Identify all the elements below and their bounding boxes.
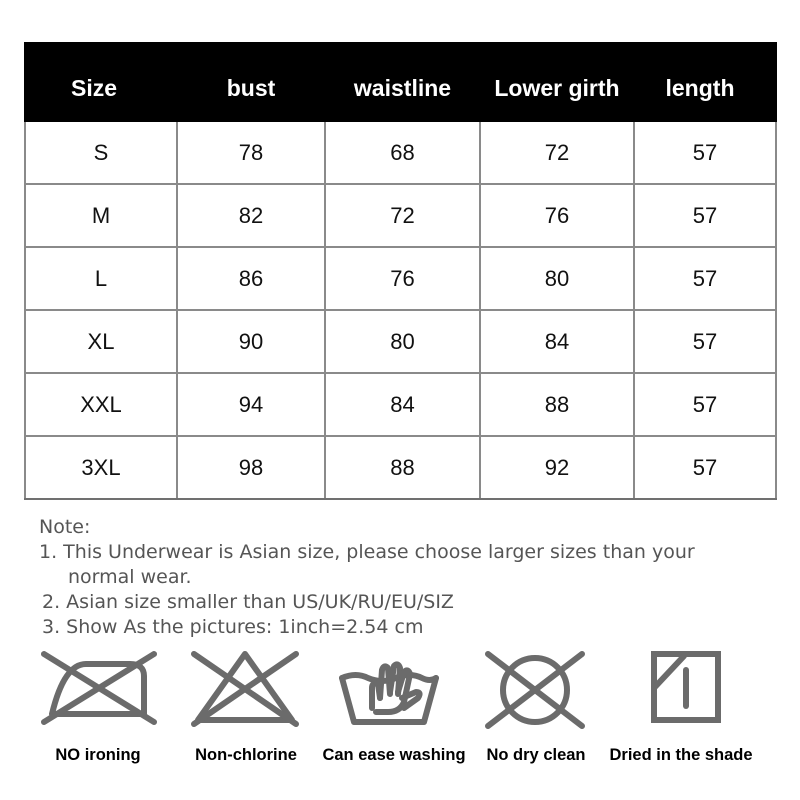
lower-girth-cell: 88 bbox=[480, 373, 634, 436]
note-line-1-continued: normal wear. bbox=[68, 566, 192, 588]
note-line-2: 2. Asian size smaller than US/UK/RU/EU/SIZ bbox=[42, 591, 454, 613]
table-row bbox=[25, 436, 776, 499]
size-cell: L bbox=[25, 247, 177, 310]
care-label-no-dry-clean: No dry clean bbox=[486, 746, 586, 764]
table-row bbox=[25, 247, 776, 310]
length-cell: 57 bbox=[634, 247, 776, 310]
note-line-3: 3. Show As the pictures: 1inch=2.54 cm bbox=[42, 616, 424, 638]
size-cell: M bbox=[25, 184, 177, 247]
table-row bbox=[25, 373, 776, 436]
size-chart-table bbox=[24, 42, 777, 500]
lower-girth-cell: 76 bbox=[480, 184, 634, 247]
length-cell: 57 bbox=[634, 184, 776, 247]
size-cell: XL bbox=[25, 310, 177, 373]
table-row bbox=[25, 310, 776, 373]
waistline-cell: 68 bbox=[325, 121, 480, 184]
hand-wash-icon bbox=[338, 648, 440, 732]
table-row bbox=[25, 184, 776, 247]
bust-cell: 90 bbox=[177, 310, 325, 373]
length-cell: 57 bbox=[634, 121, 776, 184]
bust-cell: 94 bbox=[177, 373, 325, 436]
care-label-non-chlorine: Non-chlorine bbox=[195, 746, 297, 764]
notes-title: Note: bbox=[39, 516, 91, 538]
waistline-cell: 84 bbox=[325, 373, 480, 436]
size-cell: S bbox=[25, 121, 177, 184]
note-line-1: 1. This Underwear is Asian size, please choose larger sizes than your bbox=[39, 541, 695, 563]
bust-cell: 98 bbox=[177, 436, 325, 499]
lower-girth-cell: 84 bbox=[480, 310, 634, 373]
no-bleach-icon bbox=[190, 648, 300, 728]
length-cell: 57 bbox=[634, 373, 776, 436]
bust-cell: 86 bbox=[177, 247, 325, 310]
header-bust: bust bbox=[177, 43, 325, 121]
notes-section bbox=[39, 515, 799, 640]
lower-girth-cell: 80 bbox=[480, 247, 634, 310]
waistline-cell: 88 bbox=[325, 436, 480, 499]
header-waistline: waistline bbox=[325, 43, 480, 121]
waistline-cell: 72 bbox=[325, 184, 480, 247]
waistline-cell: 80 bbox=[325, 310, 480, 373]
header-size: Size bbox=[25, 43, 177, 121]
size-cell: 3XL bbox=[25, 436, 177, 499]
lower-girth-cell: 92 bbox=[480, 436, 634, 499]
care-label-dry-in-shade: Dried in the shade bbox=[609, 746, 753, 764]
bust-cell: 82 bbox=[177, 184, 325, 247]
header-length: length bbox=[634, 43, 776, 121]
waistline-cell: 76 bbox=[325, 247, 480, 310]
table-row bbox=[25, 121, 776, 184]
lower-girth-cell: 72 bbox=[480, 121, 634, 184]
length-cell: 57 bbox=[634, 436, 776, 499]
no-ironing-icon bbox=[40, 648, 158, 728]
dry-in-shade-icon bbox=[650, 648, 722, 726]
size-cell: XXL bbox=[25, 373, 177, 436]
care-label-hand-wash: Can ease washing bbox=[322, 746, 466, 764]
length-cell: 57 bbox=[634, 310, 776, 373]
header-lower-girth: Lower girth bbox=[480, 43, 634, 121]
care-labels-row bbox=[0, 746, 800, 772]
bust-cell: 78 bbox=[177, 121, 325, 184]
no-dry-clean-icon bbox=[482, 648, 588, 732]
table-header-row bbox=[25, 43, 776, 121]
care-label-no-ironing: NO ironing bbox=[55, 746, 141, 764]
care-icons-row bbox=[0, 648, 800, 738]
